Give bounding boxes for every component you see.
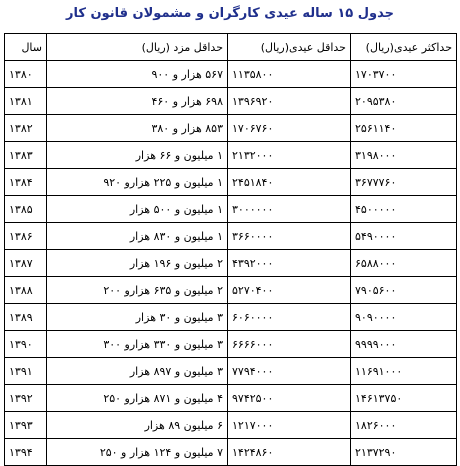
table-row xyxy=(5,250,457,277)
cell-min-eidi: ۱۲۱۷۰۰۰ xyxy=(228,412,351,439)
cell-max-eidi: ۲۵۶۱۱۴۰ xyxy=(351,115,457,142)
cell-min-eidi: ۶۶۶۶۰۰۰ xyxy=(228,331,351,358)
cell-max-eidi: ۹۰۹۰۰۰۰ xyxy=(351,304,457,331)
cell-max-eidi: ۱۷۰۳۷۰۰ xyxy=(351,61,457,88)
eidi-table xyxy=(4,33,457,466)
cell-year: ۱۳۹۲ xyxy=(5,385,47,412)
table-row xyxy=(5,88,457,115)
cell-min-wage: ۲ میلیون و ۶۳۵ هزارو ۲۰۰ xyxy=(47,277,228,304)
cell-min-eidi: ۱۴۲۴۸۶۰ xyxy=(228,439,351,466)
cell-min-wage: ۶ میلیون ۸۹ هزار xyxy=(47,412,228,439)
cell-min-eidi: ۳۶۶۰۰۰۰ xyxy=(228,223,351,250)
header-min-eidi: حداقل عیدی(ریال) xyxy=(228,34,351,61)
cell-max-eidi: ۵۴۹۰۰۰۰ xyxy=(351,223,457,250)
cell-min-eidi: ۹۷۴۲۵۰۰ xyxy=(228,385,351,412)
cell-min-eidi: ۱۳۹۶۹۲۰ xyxy=(228,88,351,115)
cell-year: ۱۳۸۵ xyxy=(5,196,47,223)
cell-min-wage: ۳ میلیون و ۸۹۷ هزار xyxy=(47,358,228,385)
table-row xyxy=(5,385,457,412)
cell-min-wage: ۲ میلیون و ۱۹۶ هزار xyxy=(47,250,228,277)
table-header-row xyxy=(5,34,457,61)
cell-min-wage: ۶۹۸ هزار و ۴۶۰ xyxy=(47,88,228,115)
cell-min-eidi: ۴۳۹۲۰۰۰ xyxy=(228,250,351,277)
table-row xyxy=(5,304,457,331)
cell-min-wage: ۳ میلیون و ۳۳۰ هزارو ۳۰۰ xyxy=(47,331,228,358)
cell-min-wage: ۵۶۷ هزار و ۹۰۰ xyxy=(47,61,228,88)
cell-min-eidi: ۱۱۳۵۸۰۰ xyxy=(228,61,351,88)
cell-max-eidi: ۳۱۹۸۰۰۰ xyxy=(351,142,457,169)
cell-max-eidi: ۲۱۳۷۲۹۰ xyxy=(351,439,457,466)
cell-min-eidi: ۵۲۷۰۴۰۰ xyxy=(228,277,351,304)
header-max-eidi: حداکثر عیدی(ریال) xyxy=(351,34,457,61)
cell-max-eidi: ۱۸۲۶۰۰۰ xyxy=(351,412,457,439)
cell-year: ۱۳۸۸ xyxy=(5,277,47,304)
cell-max-eidi: ۱۴۶۱۳۷۵۰ xyxy=(351,385,457,412)
cell-min-wage: ۱ میلیون و ۸۳۰ هزار xyxy=(47,223,228,250)
cell-year: ۱۳۹۳ xyxy=(5,412,47,439)
table-row xyxy=(5,223,457,250)
cell-min-eidi: ۲۱۳۲۰۰۰ xyxy=(228,142,351,169)
header-year: سال xyxy=(5,34,47,61)
cell-min-eidi: ۶۰۶۰۰۰۰ xyxy=(228,304,351,331)
cell-max-eidi: ۳۶۷۷۷۶۰ xyxy=(351,169,457,196)
table-row xyxy=(5,277,457,304)
table-row xyxy=(5,115,457,142)
cell-max-eidi: ۲۰۹۵۳۸۰ xyxy=(351,88,457,115)
cell-year: ۱۳۹۴ xyxy=(5,439,47,466)
table-row xyxy=(5,196,457,223)
table-row xyxy=(5,412,457,439)
cell-max-eidi: ۴۵۰۰۰۰۰ xyxy=(351,196,457,223)
cell-year: ۱۳۸۷ xyxy=(5,250,47,277)
cell-year: ۱۳۹۰ xyxy=(5,331,47,358)
cell-min-wage: ۱ میلیون و ۶۶ هزار xyxy=(47,142,228,169)
cell-min-eidi: ۱۷۰۶۷۶۰ xyxy=(228,115,351,142)
cell-year: ۱۳۸۰ xyxy=(5,61,47,88)
cell-min-eidi: ۳۰۰۰۰۰۰ xyxy=(228,196,351,223)
table-row xyxy=(5,169,457,196)
table-row xyxy=(5,331,457,358)
cell-min-eidi: ۷۷۹۴۰۰۰ xyxy=(228,358,351,385)
table-row xyxy=(5,439,457,466)
table-row xyxy=(5,358,457,385)
cell-min-wage: ۱ میلیون و ۵۰۰ هزار xyxy=(47,196,228,223)
page-title: جدول ۱۵ ساله عیدی کارگران و مشمولان قانون کار xyxy=(66,6,394,21)
cell-year: ۱۳۸۲ xyxy=(5,115,47,142)
table-row xyxy=(5,61,457,88)
cell-year: ۱۳۸۴ xyxy=(5,169,47,196)
cell-year: ۱۳۸۶ xyxy=(5,223,47,250)
cell-max-eidi: ۱۱۶۹۱۰۰۰ xyxy=(351,358,457,385)
cell-max-eidi: ۶۵۸۸۰۰۰ xyxy=(351,250,457,277)
cell-year: ۱۳۹۱ xyxy=(5,358,47,385)
header-min-wage: حداقل مزد (ریال) xyxy=(47,34,228,61)
cell-min-eidi: ۲۴۵۱۸۴۰ xyxy=(228,169,351,196)
cell-min-wage: ۳ میلیون و ۳۰ هزار xyxy=(47,304,228,331)
cell-max-eidi: ۷۹۰۵۶۰۰ xyxy=(351,277,457,304)
cell-min-wage: ۷ میلیون و ۱۲۴ هزار و ۲۵۰ xyxy=(47,439,228,466)
cell-max-eidi: ۹۹۹۹۰۰۰ xyxy=(351,331,457,358)
cell-year: ۱۳۸۱ xyxy=(5,88,47,115)
cell-min-wage: ۴ میلیون و ۸۷۱ هزارو ۲۵۰ xyxy=(47,385,228,412)
cell-min-wage: ۱ میلیون و ۲۲۵ هزارو ۹۲۰ xyxy=(47,169,228,196)
table-row xyxy=(5,142,457,169)
cell-year: ۱۳۸۹ xyxy=(5,304,47,331)
cell-min-wage: ۸۵۳ هزار و ۳۸۰ xyxy=(47,115,228,142)
cell-year: ۱۳۸۳ xyxy=(5,142,47,169)
